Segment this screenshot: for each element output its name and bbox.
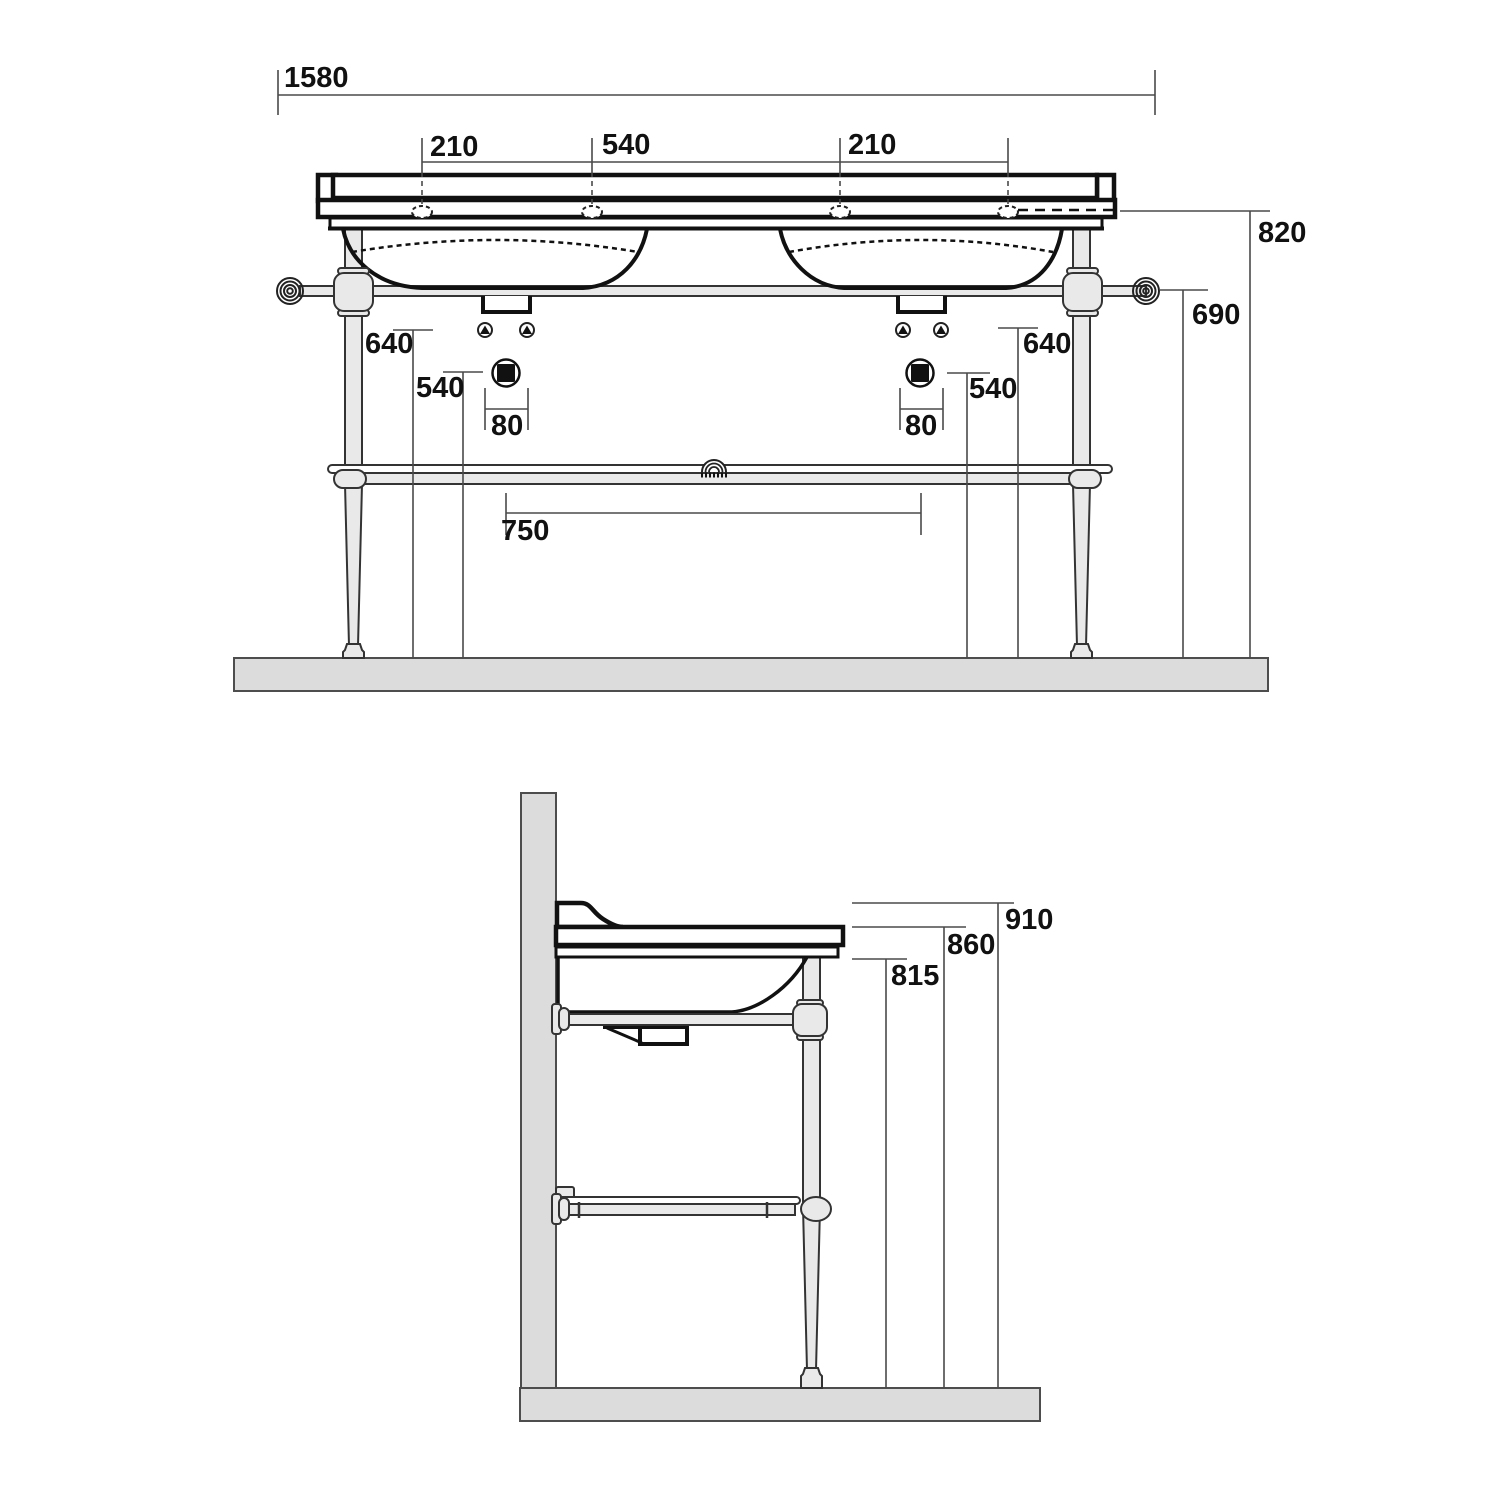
side-worktop-band (556, 927, 843, 945)
rail-finial-left (277, 278, 303, 304)
dim-label-faucet-spacing: 540 (602, 129, 651, 161)
side-upper-rail (552, 1000, 827, 1040)
side-shelf (552, 1187, 831, 1224)
front-view (234, 70, 1270, 691)
shelf-joint-left (334, 470, 366, 488)
dim-label-worktop-height: 820 (1258, 217, 1307, 249)
dim-label-faucet-offset-left: 210 (430, 131, 479, 163)
side-view (520, 793, 1040, 1421)
side-leg-foot (801, 1368, 822, 1388)
dim-label-backsplash-height: 910 (1005, 904, 1054, 936)
basin-left (343, 229, 647, 288)
rail-joint-left (334, 268, 373, 316)
dim-label-overflow-height-left: 640 (365, 328, 414, 360)
drain-left (493, 360, 520, 387)
faucet-hole-2 (582, 206, 602, 218)
side-trap (603, 1027, 688, 1044)
dim-label-underside-height: 815 (891, 960, 940, 992)
dim-label-drain-offset-right: 80 (905, 410, 938, 442)
shelf-joint-right (1069, 470, 1101, 488)
side-floor (520, 1388, 1040, 1421)
dim-label-shelf-length: 750 (501, 515, 550, 547)
side-wall (521, 793, 556, 1388)
front-floor (234, 658, 1268, 691)
overflow-symbols-right (896, 323, 948, 337)
side-shelf-joint (801, 1197, 831, 1221)
backsplash-band (333, 175, 1097, 198)
lower-shelf (328, 460, 1112, 488)
dim-label-side-worktop-height: 860 (947, 929, 996, 961)
faucet-hole-4 (998, 206, 1018, 218)
overflow-symbols-left (478, 323, 534, 337)
dim-label-overall-width: 1580 (284, 62, 349, 94)
side-backsplash (557, 903, 623, 927)
basin-right-rim-arc (789, 240, 1053, 252)
dim-label-towel-rail-height: 690 (1192, 299, 1241, 331)
overflow-box-right (898, 296, 945, 312)
dim-label-drain-offset-left: 80 (491, 410, 524, 442)
dim-label-drain-height-left: 540 (416, 372, 465, 404)
overflow-box-left (483, 296, 530, 312)
faucet-hole-1 (412, 206, 432, 218)
basin-left-rim-arc (352, 240, 638, 252)
front-leg-left-foot (343, 644, 364, 658)
drain-right (907, 360, 934, 387)
countertop-right-end (1097, 175, 1114, 201)
side-rail-joint (793, 1004, 827, 1036)
side-basin (556, 903, 843, 1012)
dim-label-overflow-height-right: 640 (1023, 328, 1072, 360)
rail-joint-right (1063, 268, 1102, 316)
front-leg-right-foot (1071, 644, 1092, 658)
dim-label-drain-height-right: 540 (969, 373, 1018, 405)
dim-label-faucet-offset-right: 210 (848, 129, 897, 161)
countertop (318, 175, 1115, 229)
front-dimension-lines (278, 70, 1270, 658)
side-basin-body (558, 957, 807, 1012)
basin-right (780, 229, 1062, 288)
side-apron-band (556, 947, 838, 957)
faucet-hole-3 (830, 206, 850, 218)
worktop-band (318, 200, 1115, 217)
